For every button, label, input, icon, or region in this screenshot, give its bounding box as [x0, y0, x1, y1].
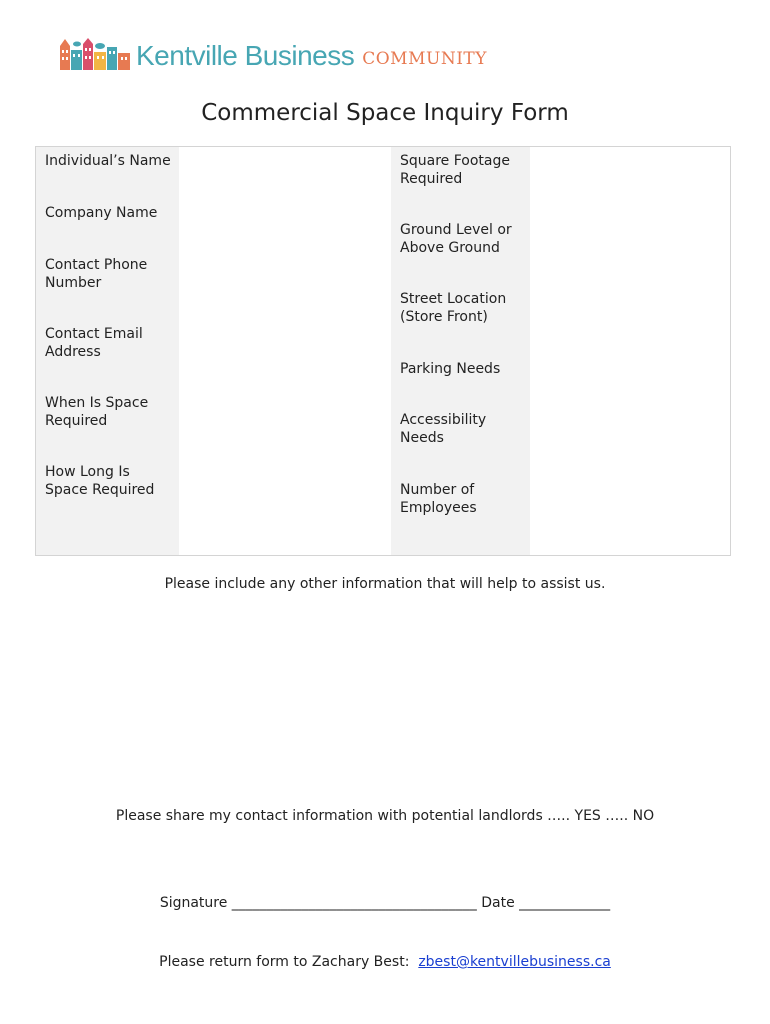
label-number-of-employees: Number of Employees — [400, 482, 477, 516]
label-contact-phone: Contact Phone Number — [45, 257, 148, 291]
logo-community: COMMUNITY — [362, 49, 487, 69]
right-label-column — [391, 147, 530, 555]
label-accessibility-needs: Accessibility Needs — [400, 412, 487, 446]
logo-name: Kentville Business — [136, 40, 355, 71]
label-parking-needs: Parking Needs — [400, 361, 501, 377]
return-prefix: Please return form to Zachary Best: — [159, 954, 410, 970]
return-email-link[interactable]: zbest@kentvillebusiness.ca — [418, 954, 611, 970]
form-title: Commercial Space Inquiry Form — [201, 100, 569, 126]
left-input-column[interactable] — [179, 147, 391, 555]
right-input-column[interactable] — [530, 147, 730, 555]
additional-info-note: Please include any other information that will help to assist us. — [164, 576, 606, 592]
label-ground-level: Ground Level or Above Ground — [400, 222, 512, 256]
label-company-name: Company Name — [45, 205, 158, 221]
label-how-long-space-required: How Long Is Space Required — [45, 464, 155, 498]
label-contact-email: Contact Email Address — [45, 326, 143, 360]
houses-logo-icon — [58, 36, 132, 70]
label-when-space-required: When Is Space Required — [45, 395, 149, 429]
label-individuals-name: Individual’s Name — [45, 153, 171, 169]
kentville-business-logo — [58, 30, 487, 70]
label-square-footage: Square Footage Required — [400, 153, 510, 187]
inquiry-form-grid — [35, 146, 731, 556]
left-label-column — [36, 147, 179, 555]
share-consent-line: Please share my contact information with potential landlords ….. YES ….. NO — [115, 808, 655, 824]
signature-date-line: Signature ___________________________________ Date _____________ — [159, 895, 611, 911]
label-street-location: Street Location (Store Front) — [400, 291, 507, 325]
return-form-line — [0, 954, 770, 970]
